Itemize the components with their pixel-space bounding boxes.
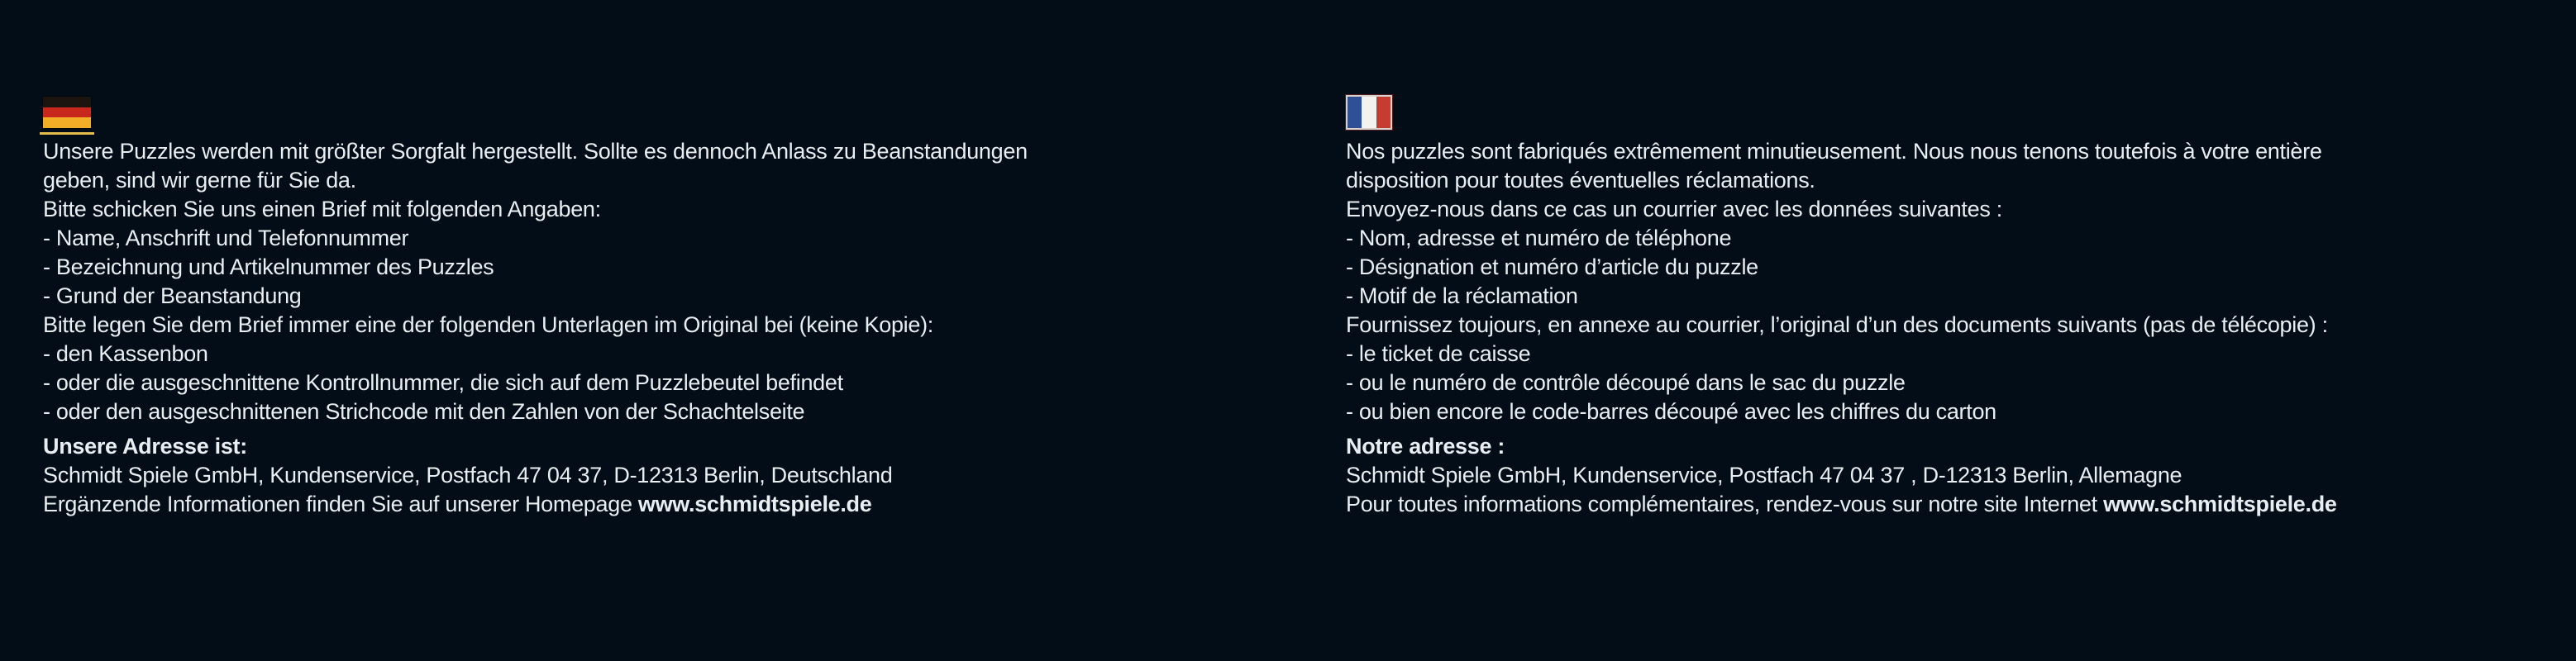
text-line: Unsere Adresse ist: — [43, 434, 247, 459]
text-line: Schmidt Spiele GmbH, Kundenservice, Postfach 47 04 37 , D-12313 Berlin, Allemagne — [1346, 463, 2182, 487]
text-line: - oder die ausgeschnittene Kontrollnummer, die sich auf dem Puzzlebeutel befindet — [43, 370, 843, 395]
german-text-block — [43, 137, 1258, 519]
text-line: - Désignation et numéro d’article du puzzle — [1346, 254, 1758, 279]
text-line: - den Kassenbon — [43, 341, 208, 366]
text-line: - le ticket de caisse — [1346, 341, 1531, 366]
text-line: geben, sind wir gerne für Sie da. — [43, 168, 356, 193]
french-text-block — [1346, 137, 2561, 519]
text-line: Notre adresse : — [1346, 434, 1505, 459]
flag-underline — [40, 132, 94, 135]
text-line: Pour toutes informations complémentaires, rendez-vous sur notre site Internet www.schmidtspiele.de — [1346, 492, 2337, 516]
text-line: - Name, Anschrift und Telefonnummer — [43, 226, 409, 250]
german-section — [43, 93, 1258, 519]
french-flag-box — [1346, 93, 2561, 137]
text-line: - ou le numéro de contrôle découpé dans le sac du puzzle — [1346, 370, 1906, 395]
text-line: Envoyez-nous dans ce cas un courrier avec les données suivantes : — [1346, 197, 2002, 221]
website-url: www.schmidtspiele.de — [2103, 492, 2337, 516]
text-line: Ergänzende Informationen finden Sie auf unserer Homepage www.schmidtspiele.de — [43, 492, 872, 516]
text-line: - Motif de la réclamation — [1346, 283, 1578, 308]
text-line: Unsere Puzzles werden mit größter Sorgfalt hergestellt. Sollte es dennoch Anlass zu Beanstandungen — [43, 139, 1028, 164]
french-section — [1346, 93, 2561, 519]
text-line: - Grund der Beanstandung — [43, 283, 302, 308]
text-line: - ou bien encore le code-barres découpé avec les chiffres du carton — [1346, 399, 1996, 424]
text-line: - Bezeichnung und Artikelnummer des Puzzles — [43, 254, 494, 279]
german-flag-box — [43, 93, 1258, 137]
france-flag-icon — [1346, 95, 1392, 130]
text-line: Nos puzzles sont fabriqués extrêmement minutieusement. Nous nous tenons toutefois à votre entière — [1346, 139, 2322, 164]
text-line: Fournissez toujours, en annexe au courrier, l’original d’un des documents suivants (pas de télécopie) : — [1346, 312, 2328, 337]
text-line: Bitte legen Sie dem Brief immer eine der folgenden Unterlagen im Original bei (keine Kopie): — [43, 312, 933, 337]
text-line: - Nom, adresse et numéro de téléphone — [1346, 226, 1732, 250]
text-line: disposition pour toutes éventuelles réclamations. — [1346, 168, 1815, 193]
text-line: Schmidt Spiele GmbH, Kundenservice, Postfach 47 04 37, D-12313 Berlin, Deutschland — [43, 463, 893, 487]
text-line: Bitte schicken Sie uns einen Brief mit folgenden Angaben: — [43, 197, 601, 221]
text-line: - oder den ausgeschnittenen Strichcode mit den Zahlen von der Schachtelseite — [43, 399, 805, 424]
website-url: www.schmidtspiele.de — [637, 492, 872, 516]
germany-flag-icon — [43, 97, 91, 128]
